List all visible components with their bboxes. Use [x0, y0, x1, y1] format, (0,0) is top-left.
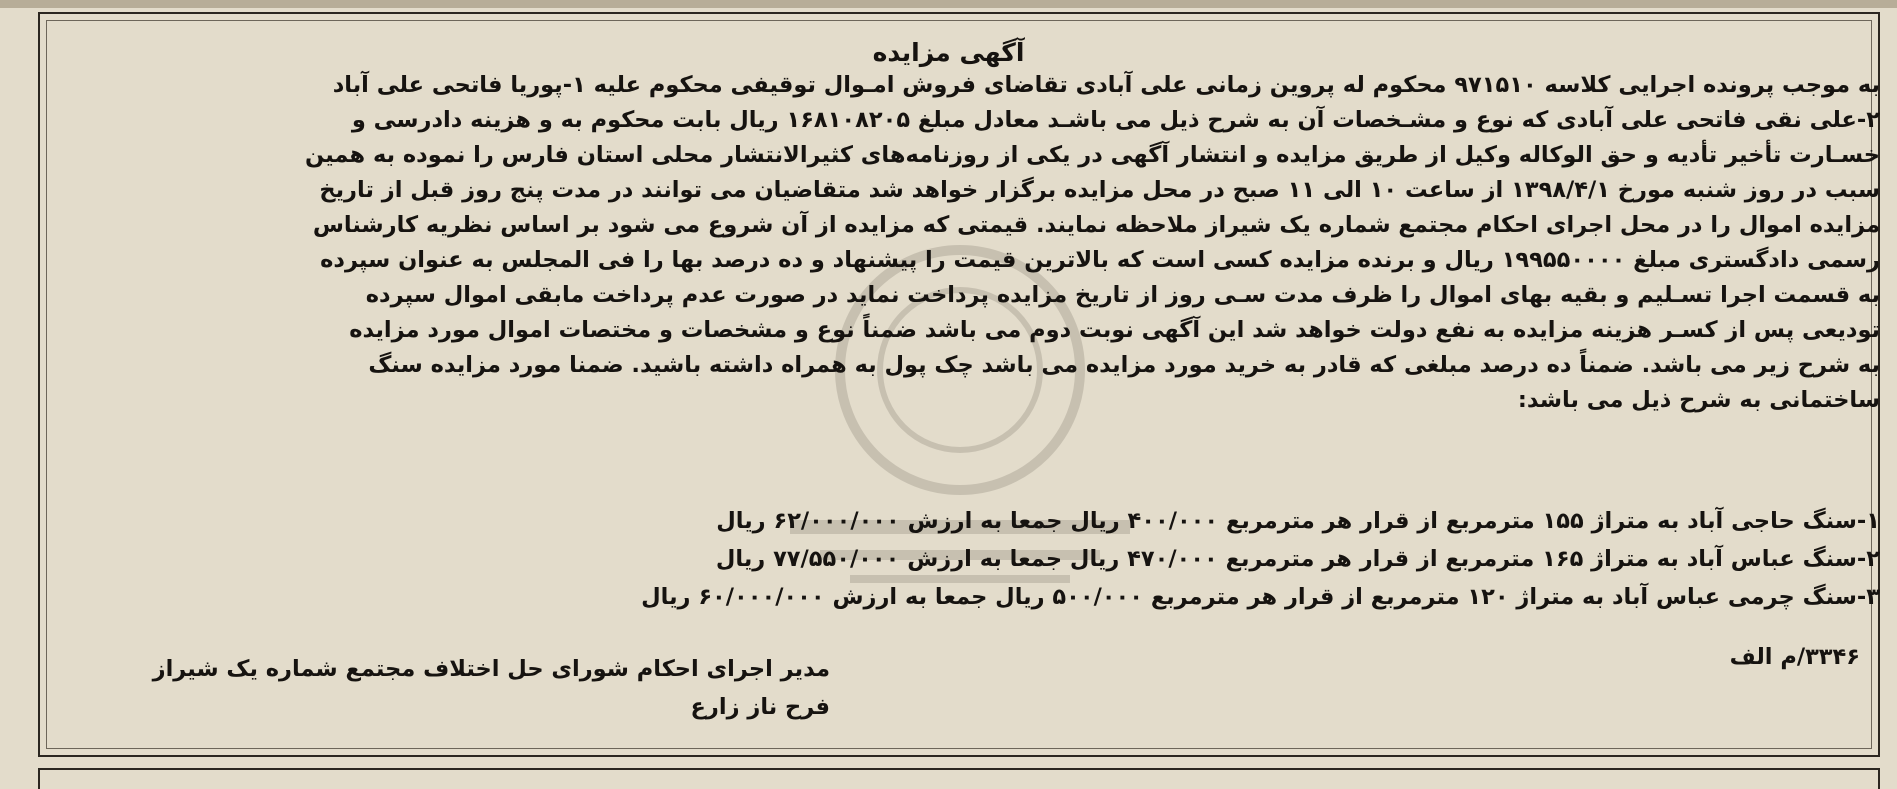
ad-body-line: تودیعی پس از کسـر هزینه مزایده به نفع دولت خواهد شد این آگهی نوبت دوم می باشد ضمناً نوع و مشخصات و مختصات اموال مورد مزایده: [349, 317, 1880, 343]
ad-body-line: ۲-علی نقی فاتحی علی آبادی که نوع و مشـخصات آن به شرح ذیل می باشـد معادل مبلغ ۱۶۸۱۰۸۲۰۵ ریال بابت محکوم به و هزینه دادرسی و: [351, 107, 1880, 133]
signatory-position: مدیر اجرای احکام شورای حل اختلاف مجتمع شماره یک شیراز: [152, 656, 830, 682]
ad-body: [62, 68, 1880, 418]
ad-body-line: ساختمانی به شرح ذیل می باشد:: [1517, 387, 1880, 413]
ad-body-line: خسـارت تأخیر تأدیه و حق الوکاله وکیل از طریق مزایده و انتشار آگهی در یکی از روزنامه‌های کثیرالانتشار محلی استان فارس را نموده به همین: [305, 142, 1880, 168]
ad-title: آگهی مزایده: [872, 38, 1025, 67]
ad-body-line: مزایده اموال را در محل اجرای احکام مجتمع شماره یک شیراز ملاحظه نمایند. قیمتی که مزایده از آن شروع می شود بر اساس نظریه کارشناس: [312, 212, 1880, 238]
signature-block: [50, 650, 830, 726]
ad-body-line: به موجب پرونده اجرایی کلاسه ۹۷۱۵۱۰ محکوم له پروین زمانی علی آبادی تقاضای فروش امـوال توقیفی محکوم علیه ۱-پوریا فاتحی علی آباد: [332, 72, 1880, 98]
reference-number: ۳۳۴۶/م الف: [1729, 644, 1860, 670]
auction-item: ۱-سنگ حاجی آباد به متراژ ۱۵۵ مترمربع از قرار هر مترمربع ۴۰۰/۰۰۰ ریال جمعا به ارزش ۶۲/۰۰۰/۰۰۰ ریال: [716, 508, 1880, 534]
ad-body-line: رسمی دادگستری مبلغ ۱۹۹۵۵۰۰۰۰ ریال و برنده مزایده کسی است که بالاترین قیمت را پیشنهاد و ده درصد بها را فی المجلس به عنوان سپرده: [320, 247, 1880, 273]
ad-body-line: به قسمت اجرا تسـلیم و بقیه بهای اموال را ظرف مدت سـی روز از تاریخ مزایده پرداخت نماید در صورت عدم پرداخت مابقی اموال سپرده: [365, 282, 1880, 308]
ad-body-line: به شرح زیر می باشد. ضمناً ده درصد مبلغی که قادر به خرید مورد مزایده می باشد چک پول به همراه داشته باشید. ضمنا مورد مزایده سنگ: [368, 352, 1880, 378]
auction-items-list: [62, 502, 1880, 616]
signatory-name: فرح ناز زارع: [690, 694, 830, 720]
ad-body-line: سبب در روز شنبه مورخ ۱۳۹۸/۴/۱ از ساعت ۱۰ الی ۱۱ صبح در محل مزایده برگزار خواهد شد متقاضیان می توانند در مدت پنج روز قبل از تاریخ: [319, 177, 1880, 203]
previous-column-edge: [0, 0, 1897, 8]
next-ad-border: [38, 768, 1880, 789]
auction-item: ۳-سنگ چرمی عباس آباد به متراژ ۱۲۰ مترمربع از قرار هر مترمربع ۵۰۰/۰۰۰ ریال جمعا به ارزش ۶۰/۰۰۰/۰۰۰ ریال: [641, 584, 1880, 610]
auction-item: ۲-سنگ عباس آباد به متراژ ۱۶۵ مترمربع از قرار هر مترمربع ۴۷۰/۰۰۰ ریال جمعا به ارزش ۷۷/۵۵۰/۰۰۰ ریال: [715, 546, 1880, 572]
